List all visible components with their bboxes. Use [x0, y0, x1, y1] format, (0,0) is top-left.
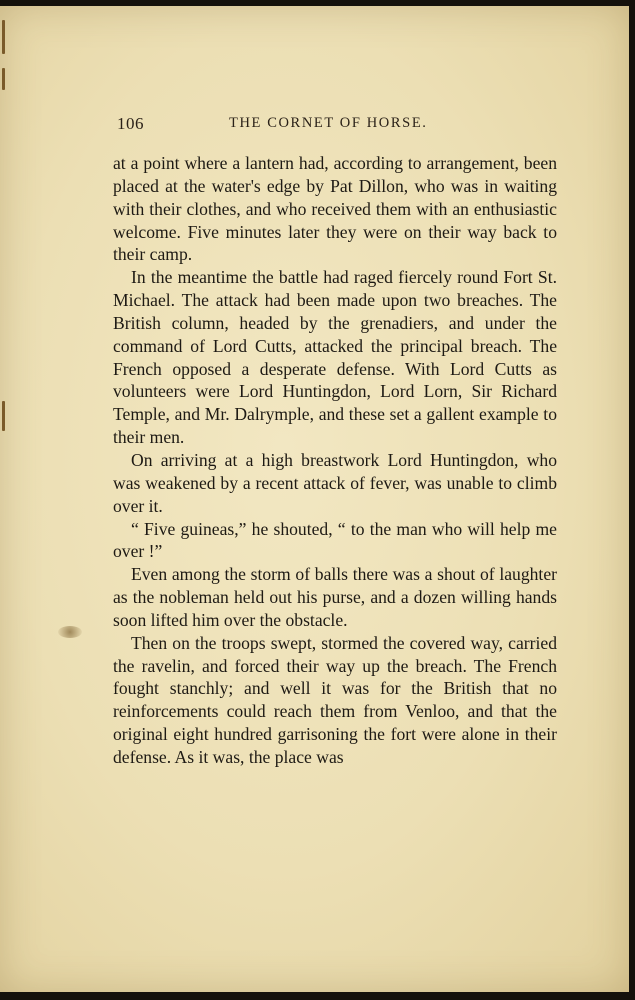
book-page [0, 6, 629, 992]
paragraph: Then on the troops swept, stormed the covered way, carried the ravelin, and forced their way up the breach. The French fought stanchly; and well it was for the British that no reinforcements could reach them from Venloo, and that the original eight hundred garrisoning the fort were alone in their defense. As it was, the place was [113, 632, 557, 767]
page-header [117, 114, 557, 136]
page-number: 106 [117, 114, 144, 133]
paragraph: “ Five guineas,” he shouted, “ to the man who will help me over !” [113, 518, 557, 562]
ink-smudge [58, 626, 82, 638]
page-edge-mark [2, 20, 5, 54]
running-title: THE CORNET OF HORSE. [229, 115, 428, 131]
paragraph: at a point where a lantern had, according to arrangement, been placed at the water's edge by Pat Dillon, who was in waiting with their clothes, and who received them with an enthusiastic welcome. Five minutes later they were on their way back to their camp. [113, 153, 557, 265]
page-edge-mark [2, 401, 5, 431]
body-text [113, 152, 557, 769]
paragraph: In the meantime the battle had raged fiercely round Fort St. Michael. The attack had been made upon two breaches. The British column, headed by the grenadiers, and under the command of Lord Cutts, attacked the principal breach. The French opposed a desperate defense. With Lord Cutts as volunteers were Lord Huntingdon, Lord Lorn, Sir Richard Temple, and Mr. Dalrymple, and these set a gallent example to their men. [113, 267, 557, 448]
paragraph: Even among the storm of balls there was a shout of laughter as the nobleman held out his purse, and a dozen willing hands soon lifted him over the obstacle. [113, 564, 557, 630]
paragraph: On arriving at a high breastwork Lord Huntingdon, who was weakened by a recent attack of fever, was unable to climb over it. [113, 449, 557, 516]
page-edge-mark [2, 68, 5, 90]
